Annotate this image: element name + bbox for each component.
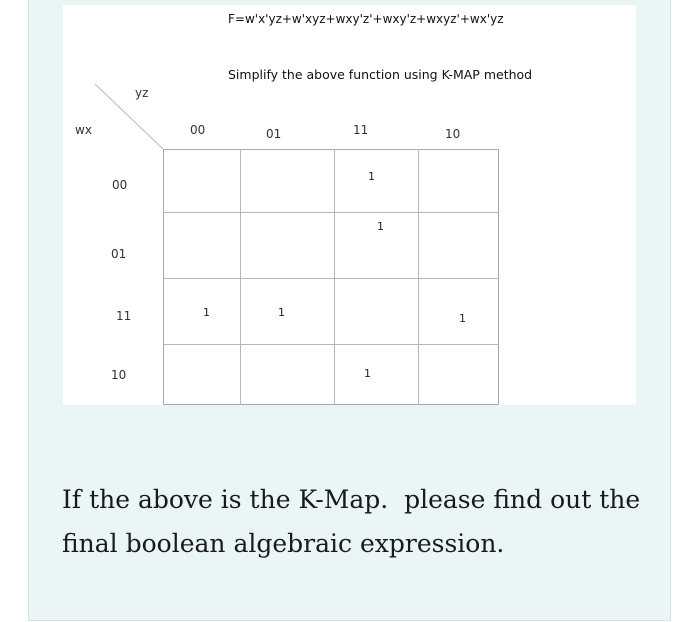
col-header-10: 10 [445,127,461,141]
col-variable-label: yz [135,86,149,100]
kmap-grid [163,149,499,405]
row-header-00: 00 [112,178,128,192]
col-header-11: 11 [353,123,369,137]
row-header-11: 11 [116,309,132,323]
col-header-00: 00 [190,123,206,137]
grid-line [163,212,499,213]
cell-r11-c01: 1 [278,306,285,319]
grid-line [163,278,499,279]
row-header-01: 01 [111,247,127,261]
row-header-10: 10 [111,368,127,382]
question-line-1: If the above is the K-Map. please find out the [62,485,641,514]
grid-line [418,149,419,405]
cell-r01-c11: 1 [377,220,384,233]
col-header-01: 01 [266,127,282,141]
simplify-instruction: Simplify the above function using K-MAP method [228,67,533,82]
row-variable-label: wx [75,123,92,137]
cell-r11-c00: 1 [203,306,210,319]
function-formula: F=w'x'yz+w'xyz+wxy'z'+wxy'z+wxyz'+wx'yz [228,12,504,26]
cell-r00-c11: 1 [368,170,375,183]
cell-r10-c11: 1 [364,367,371,380]
question-text [62,478,662,566]
grid-line [240,149,241,405]
grid-line [334,149,335,405]
grid-line [163,344,499,345]
question-line-2: final boolean algebraic expression. [62,529,505,558]
cell-r11-c10: 1 [459,312,466,325]
